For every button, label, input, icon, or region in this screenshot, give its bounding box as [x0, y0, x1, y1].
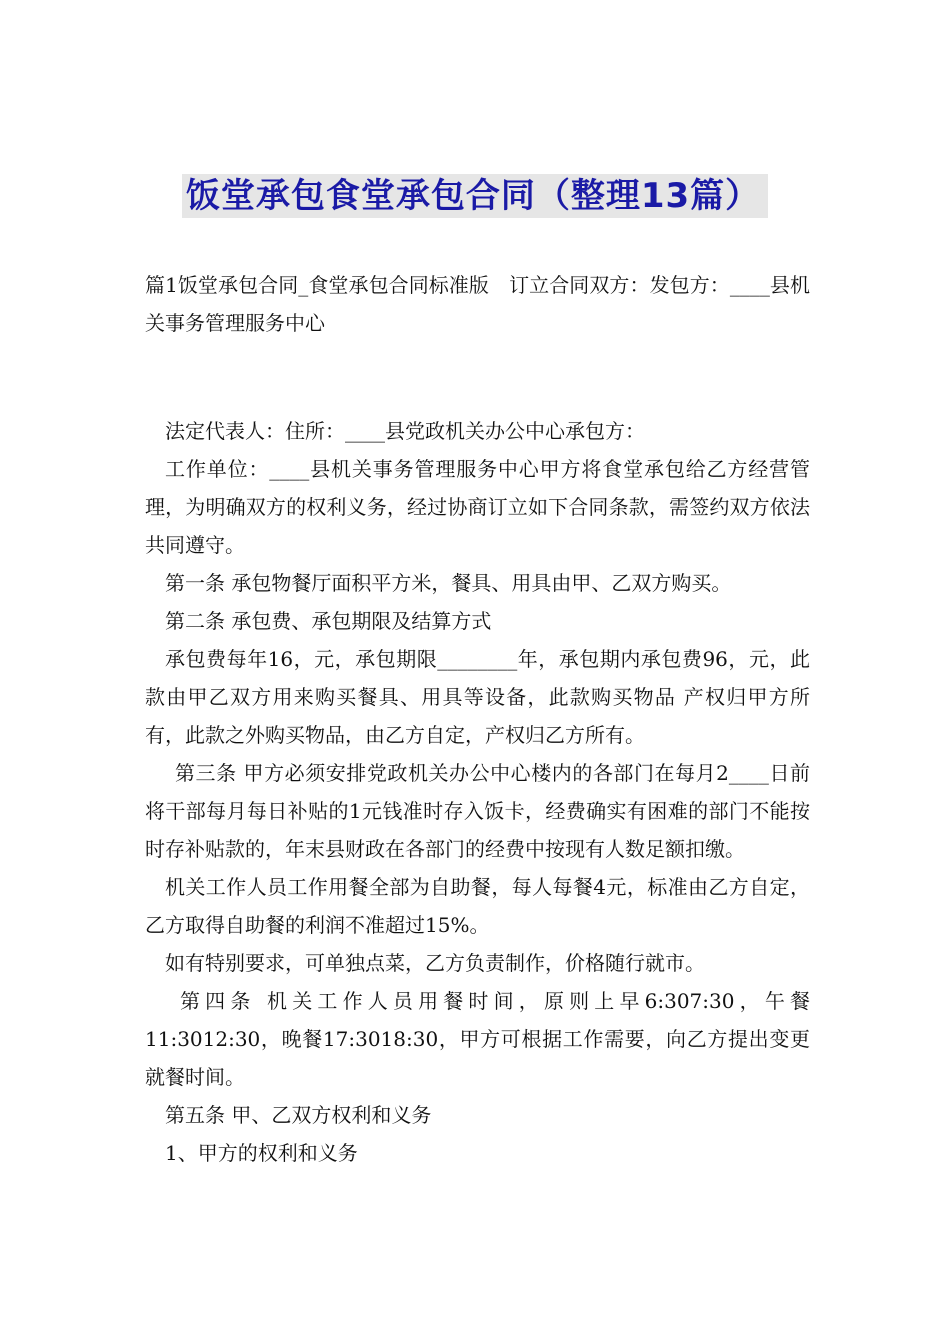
paragraph-work-unit: 工作单位：____县机关事务管理服务中心甲方将食堂承包给乙方经营管理，为明确双方的权利义务，经过协商订立如下合同条款，需签约双方依法共同遵守。 — [145, 457, 810, 557]
paragraph-article-3: 第三条 甲方必须安排党政机关办公中心楼内的各部门在每月2____日前将干部每月每日补贴的1元钱准时存入饭卡，经费确实有困难的部门不能按时存补贴款的，年末县财政在各部门的经费中按现有人数足额扣缴。 — [145, 761, 810, 861]
document-title: 饭堂承包食堂承包合同（整理13篇） — [182, 174, 768, 218]
contract-body — [145, 412, 810, 1172]
paragraph-special-orders: 如有特别要求，可单独点菜，乙方负责制作，价格随行就市。 — [165, 951, 705, 975]
paragraph-article-2-heading: 第二条 承包费、承包期限及结算方式 — [165, 609, 492, 633]
paragraph-self-service-meals: 机关工作人员工作用餐全部为自助餐，每人每餐4元，标准由乙方自定，乙方取得自助餐的利润不准超过15%。 — [145, 875, 810, 937]
intro-section — [145, 266, 810, 342]
paragraph-intro: 篇1饭堂承包合同_食堂承包合同标准版 订立合同双方：发包方：____县机关事务管理服务中心 — [145, 273, 810, 335]
paragraph-article-5-heading: 第五条 甲、乙双方权利和义务 — [165, 1103, 432, 1127]
title-container — [0, 174, 950, 218]
paragraph-legal-rep: 法定代表人：住所：____县党政机关办公中心承包方： — [165, 419, 645, 443]
paragraph-article-1: 第一条 承包物餐厅面积平方米，餐具、用具由甲、乙双方购买。 — [165, 571, 732, 595]
paragraph-article-4: 第四条 机关工作人员用餐时间，原则上早6:307:30，午餐11:3012:30，晚餐17:3018:30，甲方可根据工作需要，向乙方提出变更就餐时间。 — [145, 989, 810, 1089]
paragraph-party-a-rights: 1、甲方的权利和义务 — [165, 1141, 358, 1165]
paragraph-article-2-body: 承包费每年16，元，承包期限________年，承包期内承包费96，元，此款由甲乙双方用来购买餐具、用具等设备，此款购买物品 产权归甲方所有，此款之外购买物品，由乙方自定，产权归乙方所有。 — [145, 647, 810, 747]
